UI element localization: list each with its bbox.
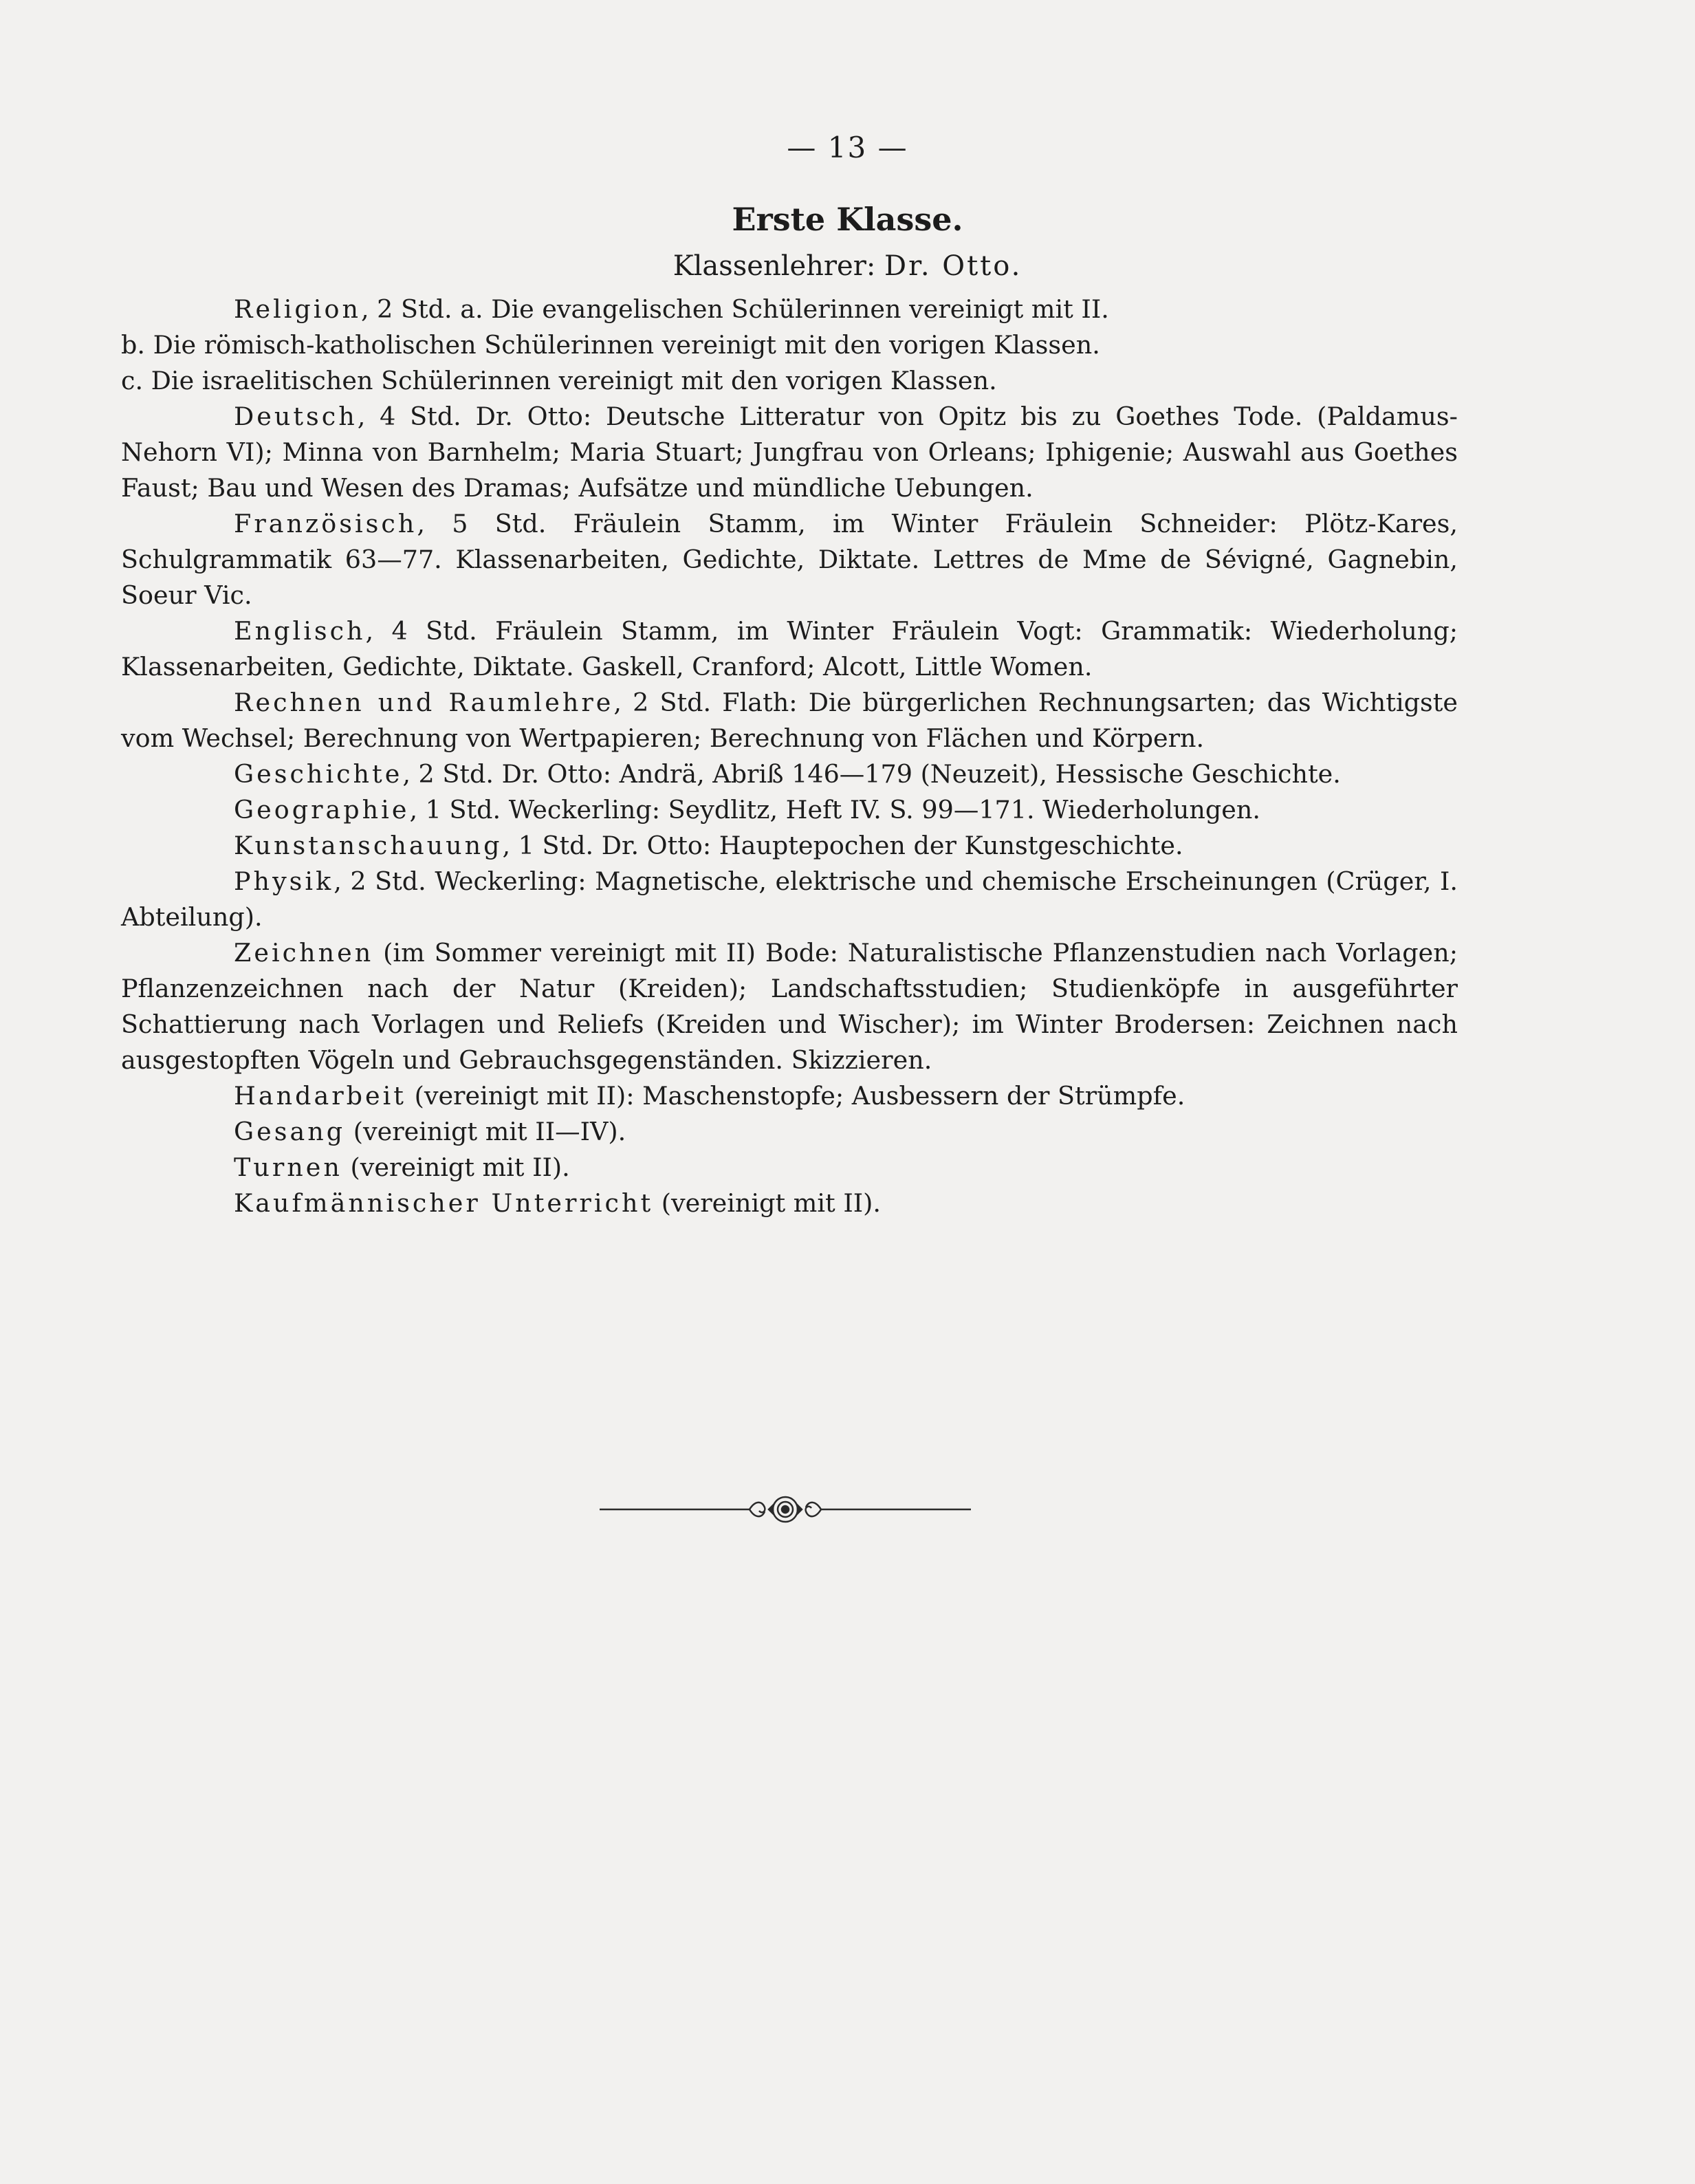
subject-details: (vereinigt mit II). <box>653 1188 882 1218</box>
subject-details: b. Die römisch-katholischen Schülerinnen vereinigt mit den vorigen Klassen. <box>121 330 1100 360</box>
entry-kunstanschauung <box>121 828 1458 864</box>
subject-name: Kaufmännischer Unterricht <box>234 1188 654 1218</box>
entry-deutsch <box>121 399 1458 506</box>
subject-name: Geschichte <box>234 759 403 789</box>
subject-details: , 2 Std. Dr. Otto: Andrä, Abriß 146—179 (Neuzeit), Hessische Geschichte. <box>402 759 1341 789</box>
curriculum-text <box>121 292 1458 1221</box>
subject-name: Kunstanschauung <box>234 831 503 860</box>
subject-name: Französisch <box>234 509 417 538</box>
subject-details: , 2 Std. a. Die evangelischen Schülerinnen vereinigt mit II. <box>360 294 1109 324</box>
subject-name: Deutsch <box>234 402 358 431</box>
subject-details: , 1 Std. Weckerling: Seydlitz, Heft IV. S. 99—171. Wiederholungen. <box>409 795 1260 825</box>
subject-details: , 2 Std. Weckerling: Magnetische, elektrische und chemische Erscheinungen (Crüger, I. Abteilung). <box>121 866 1458 932</box>
class-heading: Erste Klasse. <box>732 201 963 238</box>
entry-handarbeit <box>121 1078 1458 1114</box>
class-teacher-name: Dr. Otto. <box>884 250 1023 282</box>
subject-details: (im Sommer vereinigt mit II) Bode: Naturalistische Pflanzenstudien nach Vorlagen; Pflanzenzeichnen nach der Natur (Kreiden); Landschaftsstudien; Studienköpfe in ausgeführter Schattierung nach Vorlagen und Reliefs (Kreiden und Wischer); im Winter Brodersen: Zeichnen nach ausgestopften Vögeln und Gebrauchsgegenständen. Skizzieren. <box>121 938 1458 1075</box>
entry-rechnen <box>121 685 1458 756</box>
entry-religion-c <box>121 363 1458 399</box>
entry-turnen <box>121 1150 1458 1186</box>
entry-physik <box>121 864 1458 935</box>
subject-name: Englisch <box>234 616 366 646</box>
subject-details: (vereinigt mit II). <box>342 1153 570 1182</box>
subject-name: Zeichnen <box>234 938 374 968</box>
scroll-ornament-icon <box>600 1491 971 1528</box>
subject-details: (vereinigt mit II): Maschenstopfe; Ausbessern der Strümpfe. <box>406 1081 1185 1111</box>
subject-name: Physik <box>234 866 334 896</box>
subject-details: , 5 Std. Fräulein Stamm, im Winter Fräulein Schneider: Plötz-Kares, Schulgrammatik 63—77. Klassenarbeiten, Gedichte, Diktate. Lettres de Mme de Sévigné, Gagnebin, Soeur Vic. <box>121 509 1458 610</box>
subject-details: , 1 Std. Dr. Otto: Hauptepochen der Kunstgeschichte. <box>502 831 1183 860</box>
class-teacher-label: Klassenlehrer: <box>672 250 876 282</box>
entry-geographie <box>121 792 1458 828</box>
subject-details: c. Die israelitischen Schülerinnen vereinigt mit den vorigen Klassen. <box>121 366 997 395</box>
subject-name: Geographie <box>234 795 410 825</box>
class-teacher-line <box>0 250 1695 282</box>
entry-religion <box>121 292 1458 327</box>
subject-name: Turnen <box>234 1153 342 1182</box>
entry-englisch <box>121 613 1458 685</box>
entry-religion-b <box>121 327 1458 363</box>
subject-name: Handarbeit <box>234 1081 406 1111</box>
entry-gesang <box>121 1114 1458 1150</box>
subject-details: (vereinigt mit II—IV). <box>345 1117 626 1146</box>
entry-kaufmaennisch <box>121 1186 1458 1221</box>
entry-zeichnen <box>121 935 1458 1078</box>
page-number: — 13 — <box>787 131 908 164</box>
subject-name: Gesang <box>234 1117 346 1146</box>
entry-franzoesisch <box>121 506 1458 613</box>
subject-name: Religion <box>234 294 361 324</box>
subject-details: , 4 Std. Dr. Otto: Deutsche Litteratur von Opitz bis zu Goethes Tode. (Paldamus-Nehorn VI); Minna von Barnhelm; Maria Stuart; Jungfrau von Orleans; Iphigenie; Auswahl aus Goethes Faust; Bau und Wesen des Dramas; Aufsätze und mündliche Uebungen. <box>121 402 1458 503</box>
subject-details: , 4 Std. Fräulein Stamm, im Winter Fräulein Vogt: Grammatik: Wiederholung; Klassenarbeiten, Gedichte, Diktate. Gaskell, Cranford; Alcott, Little Women. <box>121 616 1458 681</box>
subject-details: , 2 Std. Flath: Die bürgerlichen Rechnungsarten; das Wichtigste vom Wechsel; Berechnung von Wertpapieren; Berechnung von Flächen und Körpern. <box>121 688 1458 753</box>
subject-name: Rechnen und Raumlehre <box>234 688 614 717</box>
entry-geschichte <box>121 756 1458 792</box>
